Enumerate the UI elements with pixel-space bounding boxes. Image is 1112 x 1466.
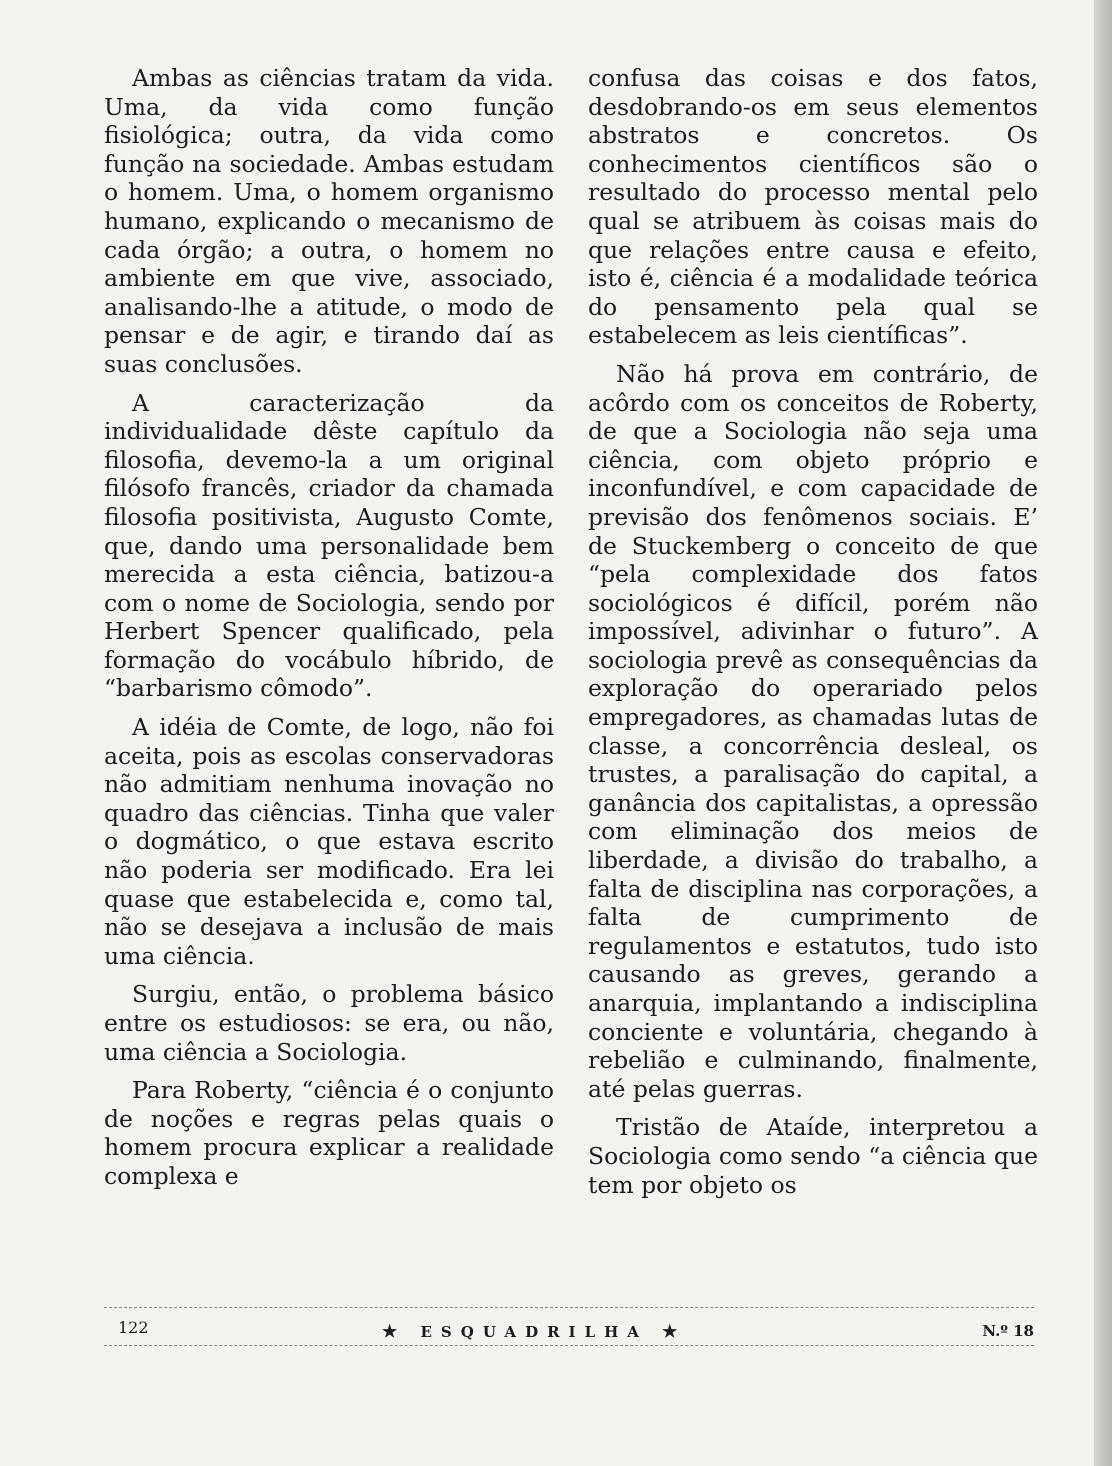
footer-divider [104, 1307, 1034, 1308]
paragraph: Ambas as ciências tratam da vida. Uma, da vida como função fisiológica; outra, da vida como função na sociedade. Ambas estudam o homem. Uma, o homem organismo humano, explicando o mecanismo de cada órgão; a outra, o homem no ambiente em que vive, associado, analisando-lhe a atitude, o modo de pensar e de agir, e tirando daí as suas conclusões. [104, 64, 554, 378]
right-column [588, 64, 1038, 1209]
paragraph: Tristão de Ataíde, interpretou a Sociologia como sendo “a ciência que tem por objeto os [588, 1113, 1038, 1199]
paragraph: Para Roberty, “ciência é o conjunto de noções e regras pelas quais o homem procura explicar a realidade complexa e [104, 1076, 554, 1190]
page-footer [104, 1318, 1034, 1344]
paragraph: Surgiu, então, o problema básico entre os estudiosos: se era, ou não, uma ciência a Sociologia. [104, 980, 554, 1066]
paragraph: Não há prova em contrário, de acôrdo com os conceitos de Roberty, de que a Sociologia não seja uma ciência, com objeto próprio e inconfundível, e com capacidade de previsão dos fenômenos sociais. E’ de Stuckemberg o conceito de que “pela complexidade dos fatos sociológicos é difícil, porém não impossível, adivinhar o futuro”. A sociologia prevê as consequências da exploração do operariado pelos empregadores, as chamadas lutas de classe, a concorrência desleal, os trustes, a paralisação do capital, a ganância dos capitalistas, a opressão com eliminação dos meios de liberdade, a divisão do trabalho, a falta de disciplina nas corporações, a falta de cumprimento de regulamentos e estatutos, tudo isto causando as greves, gerando a anarquia, implantando a indisciplina conciente e voluntária, chegando à rebelião e culminando, finalmente, até pelas guerras. [588, 359, 1038, 1103]
left-column [104, 64, 554, 1201]
star-icon: ★ [662, 1322, 687, 1342]
magazine-name: ESQUADRILHA [420, 1323, 648, 1341]
paragraph: A idéia de Comte, de logo, não foi aceita, pois as escolas conservadoras não admitiam nenhuma inovação no quadro das ciências. Tinha que valer o dogmático, o que estava escrito não poderia ser modificado. Era lei quase que estabelecida e, como tal, não se desejava a inclusão de mais uma ciência. [104, 713, 554, 970]
footer-divider [104, 1345, 1034, 1346]
page-edge [1094, 0, 1112, 1466]
paragraph: confusa das coisas e dos fatos, desdobrando-os em seus elementos abstratos e concretos. Os conhecimentos científicos são o resultado do processo mental pelo qual se atribuem às coisas mais do que relações entre causa e efeito, isto é, ciência é a modalidade teórica do pensamento pela qual se estabelecem as leis científicas”. [588, 64, 1038, 350]
page-number: 122 [118, 1318, 149, 1337]
issue-number: N.º 18 [982, 1322, 1034, 1340]
paragraph: A caracterização da individualidade dêste capítulo da filosofia, devemo-la a um original filósofo francês, criador da chamada filosofia positivista, Augusto Comte, que, dando uma personalidade bem merecida a esta ciência, batizou-a com o nome de Sociologia, sendo por Herbert Spencer qualificado, pela formação do vocábulo híbrido, de “barbarismo cômodo”. [104, 388, 554, 703]
star-icon: ★ [382, 1322, 407, 1342]
magazine-title [382, 1322, 686, 1342]
